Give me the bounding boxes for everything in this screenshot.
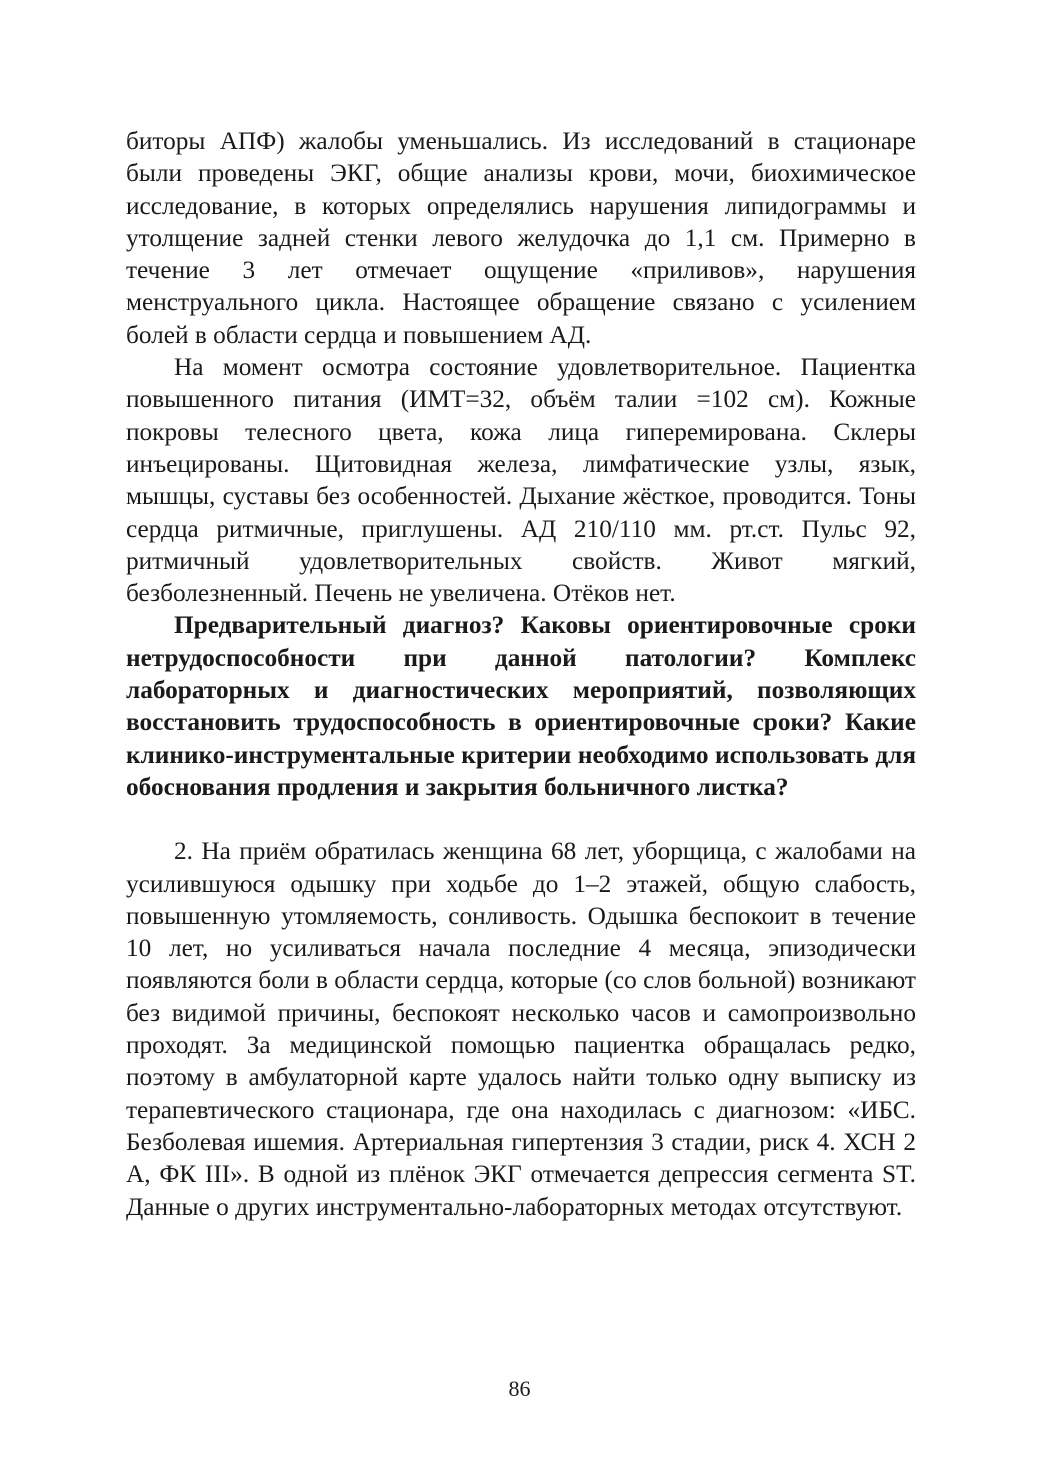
page-number: 86 (508, 1376, 531, 1401)
paragraph-case-history-continued: биторы АПФ) жалобы уменьшались. Из исследований в стационаре были проведены ЭКГ, общие анализы крови, мочи, биохимическое исследование, в которых определялись нарушения липидограммы и утолщение задней стенки левого желудочка до 1,1 см. Примерно в течение 3 лет отмечает ощущение «приливов», нарушения менструального цикла. Настоящее обращение связано с усилением болей в области сердца и повышением АД. (126, 127, 916, 349)
paragraph-examination: На момент осмотра состояние удовлетворительное. Пациентка повышенного питания (ИМТ=32, объём талии =102 см). Кожные покровы телесного цвета, кожа лица гиперемирована. Склеры инъецированы. Щитовидная железа, лимфатические узлы, язык, мышцы, суставы без особенностей. Дыхание жёсткое, проводится. Тоны сердца ритмичные, приглушены. АД 210/110 мм. рт.ст. Пульс 92, ритмичный удовлетворительных свойств. Живот мягкий, безболезненный. Печень не увеличена. Отёков нет. (126, 353, 916, 608)
page-body (126, 125, 916, 1223)
paragraph-questions: Предварительный диагноз? Каковы ориентировочные сроки нетрудоспособности при данной патологии? Комплекс лабораторных и диагностических мероприятий, позволяющих восстановить трудоспособность в ориентировочные сроки? Какие клинико-инструментальные критерии необходимо использовать для обоснования продления и закрытия больничного листка? (126, 611, 916, 801)
paragraph-case-2: 2. На приём обратилась женщина 68 лет, уборщица, с жалобами на усилившуюся одышку при ходьбе до 1–2 этажей, общую слабость, повышенную утомляемость, сонливость. Одышка беспокоит в течение 10 лет, но усиливаться начала последние 4 месяца, эпизодически появляются боли в области сердца, которые (со слов больной) возникают без видимой причины, беспокоят несколько часов и самопроизвольно проходят. За медицинской помощью пациентка обращалась редко, поэтому в амбулаторной карте удалось найти только одну выписку из терапевтического стационара, где она находилась с диагнозом: «ИБС. Безболевая ишемия. Артериальная гипертензия 3 стадии, риск 4. ХСН 2 А, ФК III». В одной из плёнок ЭКГ отмечается депрессия сегмента ST. Данные о других инструментально-лабораторных методах отсутствуют. (126, 837, 916, 1221)
paragraph-gap (126, 803, 916, 835)
